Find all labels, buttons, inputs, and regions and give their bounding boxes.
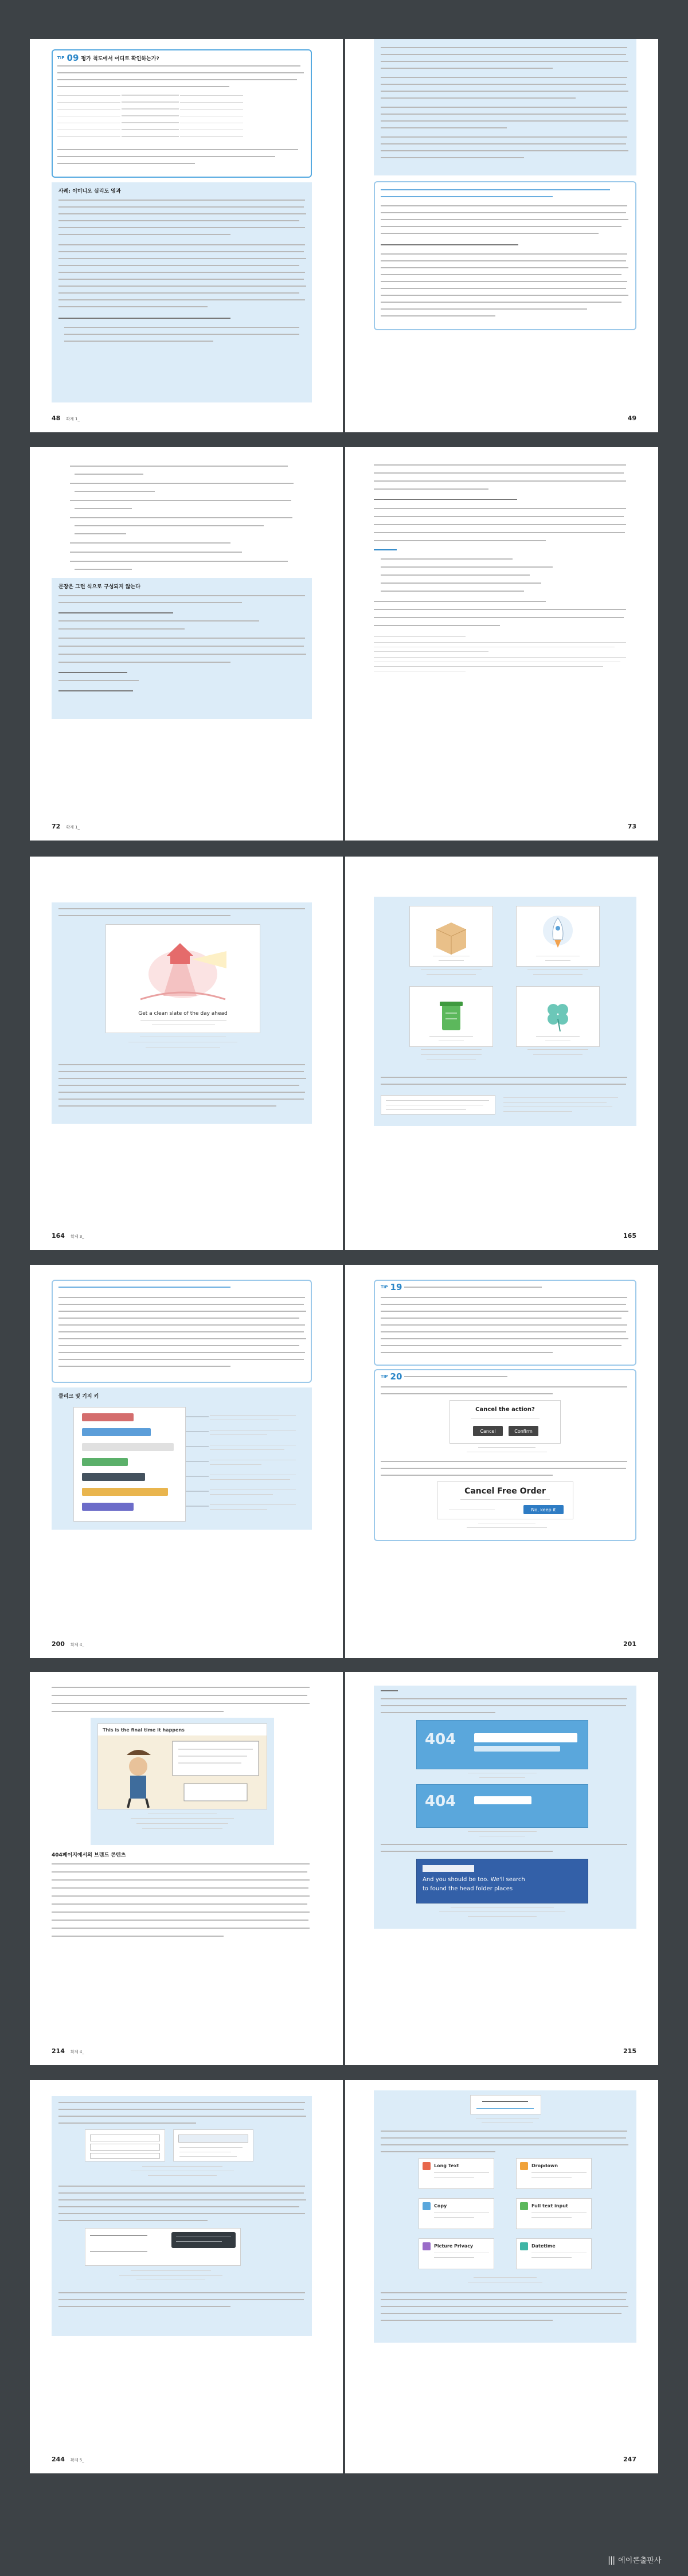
page-number-48: 48 확제 1_ — [52, 415, 80, 422]
lighthouse-illustration — [106, 928, 260, 1008]
example-clover — [516, 986, 600, 1047]
example-trash — [409, 986, 493, 1047]
dropdown-screenshot-2 — [173, 2129, 253, 2161]
field-card-datetime — [516, 2238, 592, 2269]
tip-title: 평가 척도에서 어디로 확인하는가? — [81, 56, 159, 62]
page-number-244: 244 확제 5_ — [52, 2456, 84, 2463]
spread-1 — [30, 39, 658, 432]
banner-line-2: to found the head folder places — [423, 1886, 513, 1892]
tip-badge: TIP — [57, 56, 65, 60]
404-text-1: 404 — [425, 1731, 456, 1748]
field-label-datetime: Datetime — [531, 2243, 556, 2249]
publisher-logo-icon: ||| — [608, 2554, 615, 2565]
empty-state-headline: Get a clean slate of the day ahead — [138, 1011, 228, 1017]
sentence-box — [52, 578, 312, 719]
connector-lines — [122, 92, 179, 140]
page-73 — [345, 447, 658, 841]
example-box-empty — [409, 906, 493, 967]
page-number-214: 214 확제 4_ — [52, 2047, 84, 2055]
page-214 — [30, 1672, 343, 2065]
page-number-200: 200 확제 4_ — [52, 1640, 84, 1648]
empty-state-screenshot — [105, 924, 260, 1033]
confirm-button[interactable]: Confirm — [509, 1426, 538, 1436]
trash-can-icon — [410, 987, 492, 1046]
clover-icon — [517, 987, 599, 1046]
example-rocket — [516, 906, 600, 967]
page-164 — [30, 857, 343, 1250]
field-label-long-text: Long Text — [434, 2163, 459, 2168]
page-200 — [30, 1265, 343, 1658]
comic-character-illustration — [98, 1735, 267, 1809]
page-247 — [345, 2080, 658, 2473]
spread-6 — [30, 2080, 658, 2473]
page-number-247: 247 — [623, 2456, 636, 2463]
field-card-long-text — [419, 2158, 494, 2189]
publisher-logo — [608, 2554, 662, 2565]
field-card-full-text — [516, 2198, 592, 2229]
callout-lines — [186, 1407, 209, 1522]
keep-order-button[interactable]: No, keep it — [523, 1505, 564, 1514]
field-card-picture-privacy — [419, 2238, 494, 2269]
404-example-2 — [416, 1784, 588, 1828]
page-number-201: 201 — [623, 1640, 636, 1648]
page-number-215: 215 — [623, 2047, 636, 2055]
field-types-box — [374, 2090, 636, 2343]
tip-box — [52, 49, 312, 178]
screenshot-caption — [105, 1037, 260, 1047]
page-number-73: 73 — [627, 823, 636, 830]
dialog-title: Cancel the action? — [475, 1406, 535, 1413]
publisher-name: 에이콘출판사 — [618, 2557, 662, 2565]
page-number-72: 72 확제 1_ — [52, 823, 80, 830]
cancel-button[interactable]: Cancel — [473, 1426, 503, 1436]
page-number-165: 165 — [623, 1232, 636, 1240]
page-48 — [30, 39, 343, 432]
top-screenshot — [470, 2095, 541, 2114]
field-card-copy — [419, 2198, 494, 2229]
field-label-full-text: Full text input — [531, 2203, 568, 2208]
tip-number: 09 — [67, 53, 79, 63]
caption-3 — [409, 1049, 493, 1060]
page-72 — [30, 447, 343, 841]
comic-caption — [91, 1813, 274, 1829]
comic-title: This is the final time it happens — [103, 1727, 185, 1733]
tip-20-header: TIP 20 — [381, 1371, 507, 1382]
field-label-copy: Copy — [434, 2203, 447, 2208]
quote-box — [374, 181, 636, 330]
page-244 — [30, 2080, 343, 2473]
spread-3 — [30, 857, 658, 1250]
search-banner-screenshot — [416, 1859, 588, 1903]
404-text-2: 404 — [425, 1793, 456, 1810]
spread-2 — [30, 447, 658, 841]
banner-line-1: And you should be too. We'll search — [423, 1877, 525, 1883]
404-example-1 — [416, 1720, 588, 1769]
section-heading-404-brand: 404페이지에서의 브랜드 콘텐츠 — [52, 1852, 126, 1858]
caption-1 — [409, 969, 493, 975]
sentence-box-title: 문장은 그런 식으로 구성되지 않는다 — [58, 584, 140, 590]
page-165 — [345, 857, 658, 1250]
comic-404-screenshot — [97, 1723, 267, 1809]
caption-4 — [516, 1049, 600, 1055]
field-label-dropdown: Dropdown — [531, 2163, 558, 2168]
click-target-title: 클리크 및 기지 키 — [58, 1394, 99, 1400]
tip-header — [57, 53, 159, 63]
design-note-box — [381, 1095, 495, 1115]
spread-5 — [30, 1672, 658, 2065]
spread-4 — [30, 1265, 658, 1658]
page-49 — [345, 39, 658, 432]
page-215 — [345, 1672, 658, 2065]
page-number-49: 49 — [627, 415, 636, 422]
field-card-dropdown — [516, 2158, 592, 2189]
tip-19-header: TIP 19 — [381, 1282, 542, 1292]
tooltip-screenshot — [85, 2228, 241, 2266]
cancel-dialog-screenshot — [449, 1400, 561, 1444]
open-box-icon — [410, 906, 492, 966]
cancel-order-title: Cancel Free Order — [464, 1487, 546, 1496]
button-list-screenshot — [73, 1407, 186, 1522]
rocket-icon — [517, 906, 599, 966]
cancel-order-screenshot — [437, 1482, 573, 1519]
case-box-title: 사례: 이미니오 실리도 영과 — [58, 189, 121, 194]
page-201 — [345, 1265, 658, 1658]
caption-2 — [516, 969, 600, 975]
field-label-picture-privacy: Picture Privacy — [434, 2243, 474, 2249]
page-number-164: 164 확제 3_ — [52, 1232, 84, 1240]
dropdown-screenshot-1 — [85, 2129, 165, 2161]
